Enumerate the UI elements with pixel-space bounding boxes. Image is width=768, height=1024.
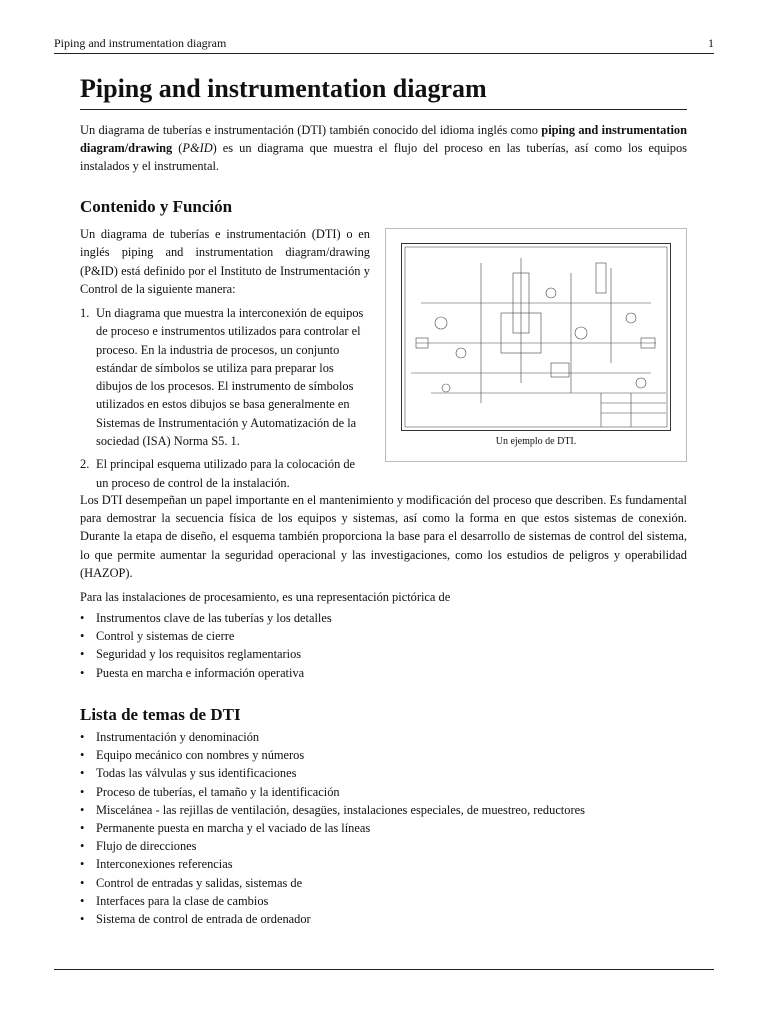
- list-item: [80, 910, 687, 928]
- bullet-icon: •: [80, 857, 85, 872]
- bullet-icon: •: [80, 748, 85, 763]
- list-item: [80, 892, 687, 910]
- list-item: [80, 764, 687, 782]
- numbered-item: [80, 455, 370, 492]
- list-item: [80, 746, 687, 764]
- topics-list: [80, 728, 687, 928]
- page-number: 1: [708, 36, 714, 50]
- list-item: [80, 664, 687, 682]
- bullet-icon: •: [80, 647, 85, 662]
- title-divider: [80, 109, 687, 110]
- definition-paragraph: [80, 225, 370, 298]
- intro-text: (: [172, 141, 183, 156]
- list-item-text: Interconexiones referencias: [96, 857, 233, 872]
- list-item-text: Equipo mecánico con nombres y números: [96, 748, 305, 763]
- list-item-text: Proceso de tuberías, el tamaño y la identificación: [96, 784, 340, 799]
- bullet-icon: •: [80, 893, 85, 908]
- numbered-list: [80, 304, 370, 492]
- intro-text: Un diagrama de tuberías e instrumentación (DTI) también conocido del idioma inglés como: [80, 123, 542, 137]
- bullet-icon: •: [80, 665, 85, 680]
- bullet-icon: •: [80, 802, 85, 817]
- item-text: El principal esquema utilizado para la colocación de un proceso de control de la instalación.: [96, 457, 356, 490]
- list-item-text: Instrumentos clave de las tuberías y los detalles: [96, 611, 332, 625]
- list-item: [80, 645, 687, 663]
- bullet-icon: •: [80, 766, 85, 781]
- bullet-icon: •: [80, 784, 85, 799]
- bullet-icon: •: [80, 875, 85, 890]
- running-header: [54, 36, 714, 52]
- figure-dti-example: [385, 228, 687, 462]
- intro-paragraph: [80, 121, 687, 176]
- bullet-icon: •: [80, 839, 85, 854]
- list-item: [80, 874, 687, 892]
- figure-caption: Un ejemplo de DTI.: [495, 436, 577, 447]
- section-heading-contenido: Contenido y Función: [80, 197, 233, 216]
- list-item-text: Instrumentación y denominación: [96, 730, 260, 744]
- list-item-text: Permanente puesta en marcha y el vaciado de las líneas: [96, 821, 371, 836]
- item-number: 2.: [80, 457, 90, 472]
- bullet-icon: •: [80, 730, 85, 744]
- list-item-text: Control y sistemas de cierre: [96, 629, 235, 644]
- intro-bold-term: piping and instrumentation diagram/drawing: [80, 123, 687, 156]
- section-heading-lista: Lista de temas de DTI: [80, 705, 241, 724]
- item-number: 1.: [80, 306, 90, 320]
- list-item: [80, 627, 687, 645]
- intro-italic-term: P&ID: [182, 141, 213, 156]
- list-item-text: Sistema de control de entrada de ordenador: [96, 912, 311, 927]
- list-item: [80, 855, 687, 873]
- list-item: [80, 783, 687, 801]
- list-item-text: Control de entradas y salidas, sistemas de: [96, 875, 303, 890]
- bullet-icon: •: [80, 912, 85, 927]
- list-item-text: Todas las válvulas y sus identificaciones: [96, 766, 297, 781]
- bullet-icon: •: [80, 821, 85, 836]
- list-item: [80, 819, 687, 837]
- list-intro-text: Para las instalaciones de procesamiento, es una representación pictórica de: [80, 590, 451, 604]
- footer-divider: [54, 969, 714, 970]
- item-text: Un diagrama que muestra la interconexión de equipos de proceso e instrumentos utilizados para controlar el proceso. En la industria de procesos, un conjunto estándar de símbolos se utiliza para preparar los dibujos de los procesos. El instrumento de símbolos utilizados en estos dibujos se basa generalmente en Sistemas de Instrumentación y Automatización de la sociedad (ISA) Norma S5. 1.: [96, 306, 364, 449]
- list-item: [80, 609, 687, 627]
- bullet-icon: •: [80, 629, 85, 644]
- list-item-text: Seguridad y los requisitos reglamentarios: [96, 647, 302, 662]
- bullet-icon: •: [80, 611, 85, 625]
- pid-diagram-image: [401, 243, 671, 431]
- list-item-text: Interfaces para la clase de cambios: [96, 893, 269, 908]
- definition-text: Un diagrama de tuberías e instrumentación (DTI) o en inglés piping and instrumentation diagram/drawing (P&ID) está definido por el Instituto de Instrumentación y Control de la siguiente manera:: [80, 227, 370, 296]
- list-item-text: Flujo de direcciones: [96, 839, 197, 854]
- list-item: [80, 728, 687, 746]
- list-item: [80, 801, 687, 819]
- dti-role-paragraph: Los DTI desempeñan un papel importante en el mantenimiento y modificación del proceso que describen. Es fundamental para demostrar la secuencia física de los equipos y sistemas, así como la forma en que estos sistemas de conexión. Durante la etapa de diseño, el esquema también proporciona la base para el desarrollo de sistemas de control del sistema, lo que permite aumentar la seguridad operacional y las investigaciones, como los estudios de peligros y operabilidad (HAZOP).: [80, 493, 687, 580]
- list-item-text: Puesta en marcha e información operativa: [96, 665, 305, 680]
- intro-text: ) es un diagrama que muestra el flujo del proceso en las tuberías, así como los equipos instalados y el instrumental.: [80, 141, 687, 174]
- header-divider: [54, 53, 714, 54]
- running-title: Piping and instrumentation diagram: [54, 36, 227, 50]
- list-item: [80, 837, 687, 855]
- representation-list: [80, 609, 687, 682]
- list-item-text: Miscelánea - las rejillas de ventilación, desagües, instalaciones especiales, de muestreo, reductores: [96, 802, 585, 817]
- numbered-item: [80, 304, 370, 450]
- page-title: Piping and instrumentation diagram: [80, 74, 487, 103]
